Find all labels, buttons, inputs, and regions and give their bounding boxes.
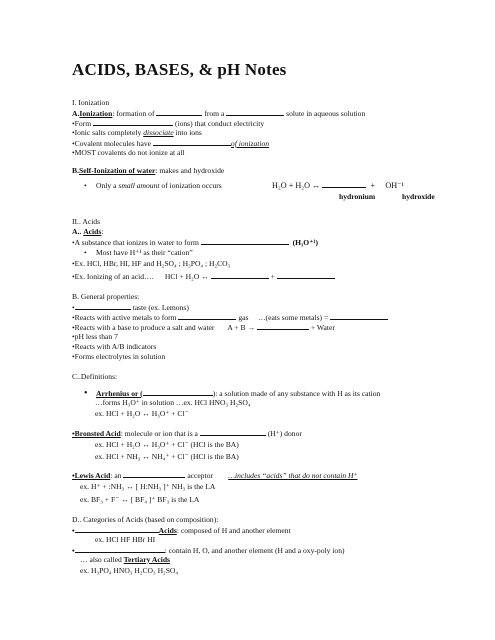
blank-field	[330, 312, 388, 320]
blank-field	[75, 545, 165, 553]
arrhenius-forms: …forms H₃O⁺ in solution …ex. HCl HNO₃ H₂SO₄	[95, 398, 251, 407]
bullet-icon: •	[84, 181, 87, 190]
ionization-definition: A.Ionization: formation of from a solute in aqueous solution	[72, 109, 366, 118]
self-ionization-heading: B.Self-Ionization of water: makes and hydroxide	[72, 166, 225, 175]
bullet-icon: •	[72, 526, 75, 535]
general-taste: • taste (ex. Lemons)	[72, 303, 189, 312]
acids-definition: •A substance that ionizes in water to form (H₃O⁺¹)	[72, 238, 319, 247]
ionization-ionic: •Ionic salts completely dissociate into ions	[72, 128, 202, 137]
tertiary-acids: … also called Tertiary Acids	[80, 555, 171, 564]
bronsted-example-2: ex. HCl + NH₃ ↔ NH₄⁺ + Cl⁻ (HCl is the BA)	[95, 452, 239, 461]
acids-examples: •Ex. HCl, HBr, HI, HF and H₂SO₄ ; H₃PO₄ ; H₂CO₃	[72, 259, 231, 268]
blank-field	[200, 428, 266, 436]
blank-field	[226, 108, 284, 116]
hydronium-label: hydronium	[339, 192, 376, 201]
self-ionization-bullet: • Only a small amount of ionization occurs	[84, 181, 222, 190]
acids-ionizing: •Ex. Ionizing of an acid…. HCl + H₂O ↔ +	[72, 271, 335, 281]
blank-field	[143, 388, 213, 396]
categories-heading: D.. Categories of Acids (based on composition):	[72, 515, 219, 524]
arrhenius-example: ex. HCl + H₂O ↔ H₃O⁺ + Cl⁻	[95, 409, 189, 418]
general-base: •Reacts with a base to produce a salt and water A + B → + Water	[72, 323, 335, 332]
binary-acids: • Acids: composed of H and another element	[72, 526, 291, 535]
bullet-icon: •	[72, 546, 75, 555]
blank-field	[277, 271, 335, 279]
blank-field	[75, 302, 131, 310]
hydroxide-label: hydroxide	[402, 192, 435, 201]
blank-field	[178, 312, 236, 320]
ionization-term: Ionization	[79, 109, 113, 118]
general-metals: •Reacts with active metals to form gas …(eats some metals) =	[72, 312, 388, 322]
blank-field	[201, 237, 289, 245]
lewis-definition: •Lewis Acid: an acceptor …includes “acids” that do not contain H⁺	[72, 471, 358, 480]
tertiary-examples: ex. H₃PO₄ HNO₃ H₂CO₃ H₂SO₄	[80, 566, 179, 575]
lewis-example-2: ex. BF₃ + F⁻ ↔ [ BF₄ ]⁺ BF₃ is the LA	[80, 495, 200, 504]
acids-subheading: A.. Acids:	[72, 227, 104, 236]
blank-field	[153, 138, 231, 146]
ionization-covalent: •Covalent molecules have of ionization	[72, 139, 270, 148]
section-ionization-heading: I. Ionization	[72, 98, 110, 107]
bronsted-definition: •Bronsted Acid: molecule or ion that is a (H⁺) donor	[72, 429, 302, 438]
section-acids-heading: II.. Acids	[72, 217, 101, 226]
arrhenius-definition: • Arrhenius or ( ): a solution made of any substance with H as its cation	[84, 388, 381, 399]
general-properties-heading: B. General properties:	[72, 292, 140, 301]
bronsted-example-1: ex. HCl + H₂O ↔ H₃O⁺ + Cl⁻ (HCl is the BA)	[95, 440, 239, 449]
oxy-acids: • : contain H, O, and another element (H and a oxy-poly ion)	[72, 546, 345, 555]
general-ph: •pH less than 7	[72, 332, 118, 341]
blank-field	[123, 470, 185, 478]
blank-field	[322, 180, 366, 188]
blank-field	[156, 108, 202, 116]
blank-field	[93, 118, 173, 126]
binary-examples: ex. HCl HF HBr HI	[95, 535, 156, 544]
definitions-heading: C..Definitions:	[72, 372, 118, 381]
lewis-example-1: ex. H⁺ + :NH₃ ↔ [ H:NH₃ ]⁺ NH₃ is the LA	[80, 482, 216, 491]
general-electrolytes: •Forms electrolytes in solution	[72, 352, 166, 361]
bullet-icon: •	[84, 388, 88, 399]
water-equation: H₂O + H₂O ↔ + OH⁻¹	[272, 181, 404, 190]
ionization-form: •Form (ions) that conduct electricity	[72, 119, 265, 128]
bullet-icon: •	[84, 248, 87, 257]
blank-field	[211, 271, 269, 279]
ionization-most-covalent: •MOST covalents do not ionize at all	[72, 148, 185, 157]
blank-field	[257, 322, 309, 330]
acids-most-have: • Most have H⁺¹ as their “cation”	[84, 248, 193, 257]
page-title: ACIDS, BASES, & pH Notes	[72, 60, 287, 79]
blank-field	[75, 525, 159, 533]
general-indicators: •Reacts with A/B indicators	[72, 342, 157, 351]
